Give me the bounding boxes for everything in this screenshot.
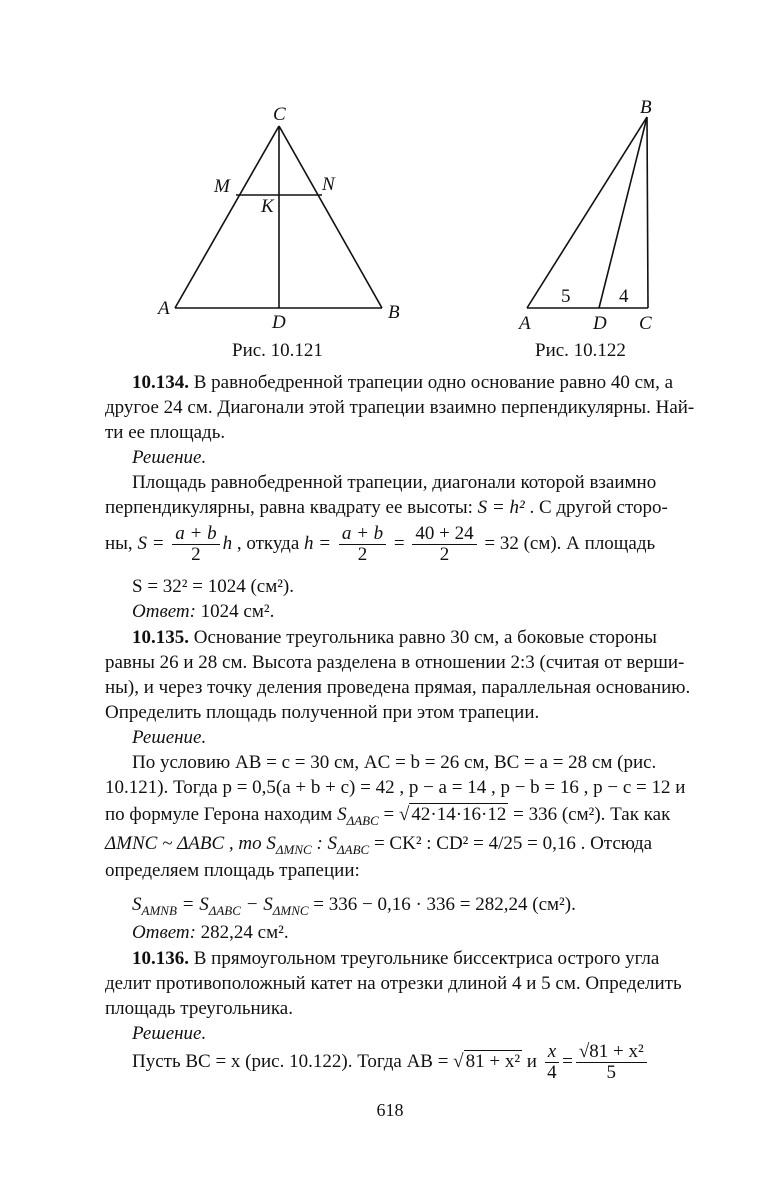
solution-10-135-line-1: По условию AB = c = 30 см, AC = b = 26 см, BC = a = 28 см (рис. — [132, 752, 657, 773]
problem-10-136-line-1: 10.136. В прямоугольном треугольнике биссектриса острого угла — [132, 948, 660, 969]
fraction: $\frac{40 + 24}{2}$ — [412, 524, 476, 565]
label-seg-5: 5 — [561, 286, 571, 307]
solution-10-135-line-5: определяем площадь трапеции: — [105, 860, 360, 881]
problem-10-135-line-2: равны 26 и 28 см. Высота разделена в отношении 2:3 (считая от верши- — [105, 652, 685, 673]
label-c: C — [273, 104, 286, 125]
problem-number: 10.136. — [132, 948, 189, 969]
figure-10-122 — [515, 95, 665, 335]
fraction: $\frac{\text{√81 + x²}}{5}$ — [576, 1042, 647, 1083]
problem-10-135-line-1: 10.135. Основание треугольника равно 30 см, а боковые стороны — [132, 627, 657, 648]
answer-10-134: Ответ: 1024 см². — [132, 601, 275, 622]
problem-10-135-line-4: Определить площадь полученной при этом трапеции. — [105, 702, 540, 723]
label-a: A — [519, 313, 531, 334]
solution-label: Решение. — [132, 1023, 207, 1044]
label-n: N — [322, 174, 335, 195]
label-seg-4: 4 — [619, 286, 629, 307]
solution-10-135-line-4: ΔMNC ~ ΔABC , то $S_{\Delta MNC}$ : $S_{\Delta ABC} = CK^2$ : CD² = 4/25 = 0,16 . Отсюда — [105, 833, 653, 857]
page-number: 618 — [376, 1100, 404, 1120]
label-b: B — [640, 97, 652, 118]
label-a: A — [158, 298, 170, 319]
problem-10-135-line-3: ны), и через точку деления проведена прямая, параллельная основанию. — [105, 677, 691, 698]
side-ab — [527, 117, 647, 308]
label-c: C — [639, 313, 652, 334]
problem-number: 10.135. — [132, 627, 189, 648]
caption-fig-10-121: Рис. 10.121 — [232, 340, 323, 361]
solution-10-135-line-2: 10.121). Тогда p = 0,5(a + b + c) = 42 , p − a = 14 , p − b = 16 , p − c = 12 и — [105, 777, 686, 798]
solution-label: Решение. — [132, 727, 207, 748]
problem-10-134-line-2: другое 24 см. Диагонали этой трапеции взаимно перпендикулярны. Най- — [105, 397, 695, 418]
problem-10-134-line-1: 10.134. В равнобедренной трапеции одно основание равно 40 см, а — [132, 372, 674, 393]
fraction: $\frac{a + b}{2}$ — [339, 524, 386, 565]
solution-10-135-line-3: по формуле Герона находим $S_{\Delta ABC}$ = √ 42·14·16·12 = 336 (см²). Так как — [105, 804, 671, 828]
problem-10-136-line-3: площадь треугольника. — [105, 998, 293, 1019]
answer-10-135: Ответ: 282,24 см². — [132, 922, 289, 943]
label-m: M — [214, 176, 230, 197]
solution-10-134-line-3: ны, S = $\frac{a + b}{2}$ h , откуда h = $\frac{a + b}{2}$ = $\frac{40 + 24}{2}$ = 32 (см). А площадь — [105, 523, 656, 566]
label-b: B — [388, 302, 400, 323]
solution-10-135-line-6: $S_{AMNB} = S_{\Delta ABC} - S_{\Delta MNC} = 336 - 0,16 \cdot 336 = 282,24$ (см²). — [132, 894, 576, 918]
solution-10-134-line-2: перпендикулярны, равна квадрату ее высоты: S = h² . С другой сторо- — [105, 497, 668, 518]
label-d: D — [593, 313, 607, 334]
figure-10-121 — [150, 100, 420, 330]
bisector-bd — [599, 117, 647, 308]
problem-10-134-line-3: ти ее площадь. — [105, 422, 226, 443]
caption-fig-10-122: Рис. 10.122 — [535, 340, 626, 361]
problem-10-136-line-2: делит противоположный катет на отрезки длиной 4 и 5 см. Определить — [105, 973, 682, 994]
side-cb — [279, 126, 382, 308]
fraction: $\frac{x}{4}$ — [545, 1042, 559, 1083]
solution-10-134-line-4: S = 32² = 1024 (см²). — [132, 576, 295, 597]
solution-10-136-line-1: Пусть BC = x (рис. 10.122). Тогда AB = √ 81 + x² и $\frac{x}{4}$ = $\frac{\text{√81 + x²}}{5}$ — [132, 1040, 757, 1084]
solution-label: Решение. — [132, 447, 207, 468]
fraction: $\frac{a + b}{2}$ — [172, 524, 219, 565]
solution-10-134-line-1: Площадь равнобедренной трапеции, диагонали которой взаимно — [132, 472, 657, 493]
side-ac — [175, 126, 279, 308]
label-k: K — [261, 196, 274, 217]
label-d: D — [272, 312, 286, 330]
side-bc — [647, 117, 648, 308]
problem-number: 10.134. — [132, 372, 189, 393]
